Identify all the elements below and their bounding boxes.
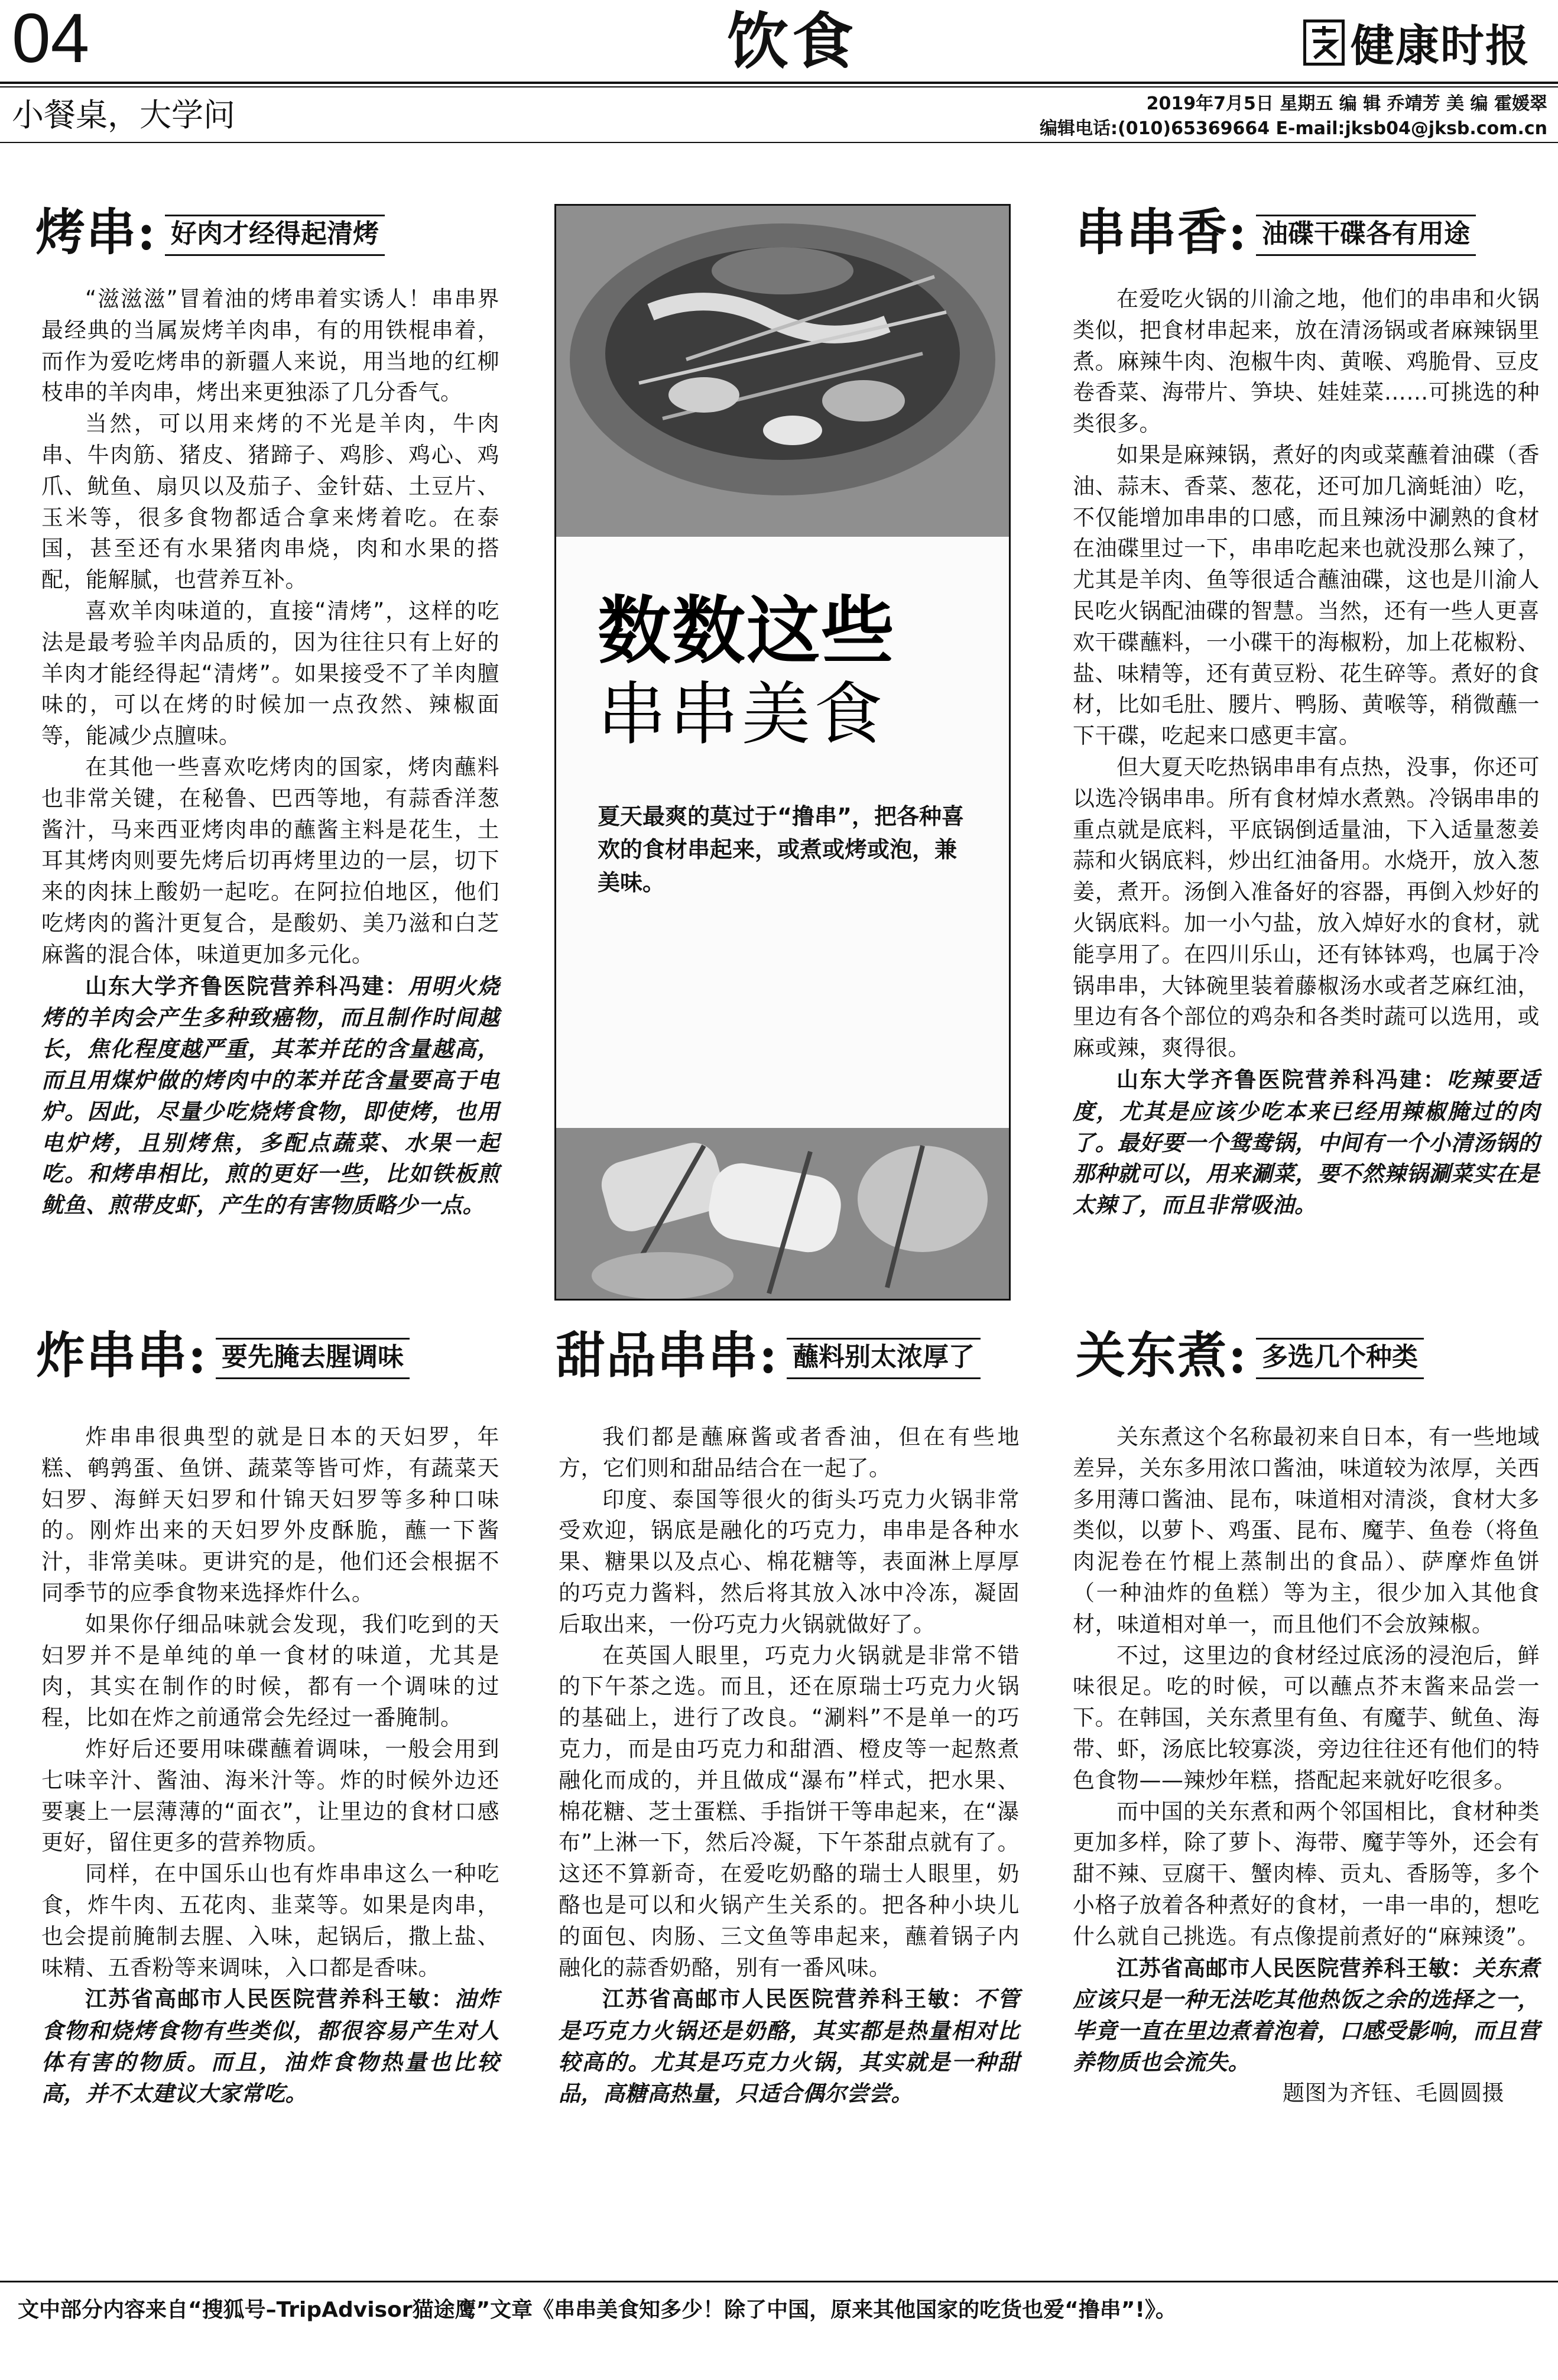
expert-source: 江苏省高邮市人民医院营养科王敏： — [85, 1986, 455, 2012]
paragraph: “滋滋滋”冒着油的烤串着实诱人！串串界最经典的当属炭烤羊肉串，有的用铁棍串着，而作为爱吃烤串的新疆人来说，用当地的红柳枝串的羊肉串，烤出来更独添了几分香气。 — [41, 286, 499, 406]
article-body-chuanchuanxiang — [1073, 284, 1540, 1221]
masthead-rule — [0, 82, 1558, 84]
paragraph: 如果是麻辣锅，煮好的肉或菜蘸着油碟（香油、蒜末、香菜、葱花，还可加几滴蚝油）吃，不仅能增加串串的口感，而且辣汤中涮熟的食材在油碟里过一下，串串吃起来也就没那么辣了，尤其是羊肉、鱼等很适合蘸油碟，这也是川渝人民吃火锅配油碟的智慧。当然，还有一些人更喜欢干碟蘸料，一小碟干的海椒粉，加上花椒粉、盐、味精等，还有黄豆粉、花生碎等。煮好的食材，比如毛肚、腰片、鸭肠、黄喉等，稍微蘸一下干碟，吃起来口感更丰富。 — [1073, 442, 1540, 749]
paragraph: 当然，可以用来烤的不光是羊肉，牛肉串、牛肉筋、猪皮、猪蹄子、鸡胗、鸡心、鸡爪、鱿鱼、扇贝以及茄子、金针菇、土豆片、玉米等，很多食物都适合拿来烤着吃。在泰国，甚至还有水果猪肉串烧，肉和水果的搭配，能解腻，也营养互补。 — [41, 411, 499, 593]
expert-text: 不管是巧克力火锅还是奶酪，其实都是热量相对比较高的。尤其是巧克力火锅，其实就是一种甜品，高糖高热量，只适合偶尔尝尝。 — [559, 1986, 1020, 2106]
article-header-kaochuan — [35, 204, 385, 261]
hotpot-photo — [556, 206, 1009, 537]
source-footnote: 文中部分内容来自“搜狐号–TripAdvisor猫途鹰”文章《串串美食知多少！除了中国，原来其他国家的吃货也爱“撸串”!》。 — [18, 2298, 1177, 2322]
article-header-guandongzhu — [1076, 1327, 1424, 1384]
article-header-chuanchuanxiang — [1076, 204, 1476, 261]
expert-note — [559, 1983, 1020, 2109]
article-body-zhachuanchuan — [41, 1422, 499, 2109]
masthead-rule-thin — [0, 86, 1558, 87]
article-body-kaochuan — [41, 284, 499, 1221]
page-number: 04 — [12, 0, 90, 77]
article-subtitle: 好肉才经得起清烤 — [165, 215, 385, 256]
paragraph: 而中国的关东煮和两个邻国相比，食材种类更加多样，除了萝卜、海带、魔芋等外，还会有甜不辣、豆腐干、蟹肉棒、贡丸、香肠等，多个小格子放着各种煮好的食材，一串一串的，想吃什么就自己挑选。有点像提前煮好的“麻辣烫”。 — [1073, 1798, 1540, 1949]
paragraph: 炸串串很典型的就是日本的天妇罗，年糕、鹌鹑蛋、鱼饼、蔬菜等皆可炸，有蔬菜天妇罗、海鲜天妇罗和什锦天妇罗等多种口味的。刚炸出来的天妇罗外皮酥脆，蘸一下酱汁，非常美味。更讲究的是，他们还会根据不同季节的应季食物来选择炸什么。 — [41, 1424, 499, 1606]
newspaper-logo — [1303, 13, 1551, 72]
paragraph: 不过，这里边的食材经过底汤的浸泡后，鲜味很足。吃的时候，可以蘸点芥末酱来品尝一下。在韩国，关东煮里有鱼、有魔芋、鱿鱼、海带、虾，汤底比较寡淡，旁边往往还有他们的特色食物——辣炒年糕，搭配起来就好吃很多。 — [1073, 1642, 1540, 1793]
photo-credit: 题图为齐钰、毛圆圆摄 — [1283, 2080, 1504, 2106]
article-title: 关东煮: — [1076, 1326, 1248, 1384]
feature-description: 夏天最爽的莫过于“撸串”，把各种喜欢的食材串起来，或煮或烤或泡，兼美味。 — [598, 803, 964, 896]
expert-note — [41, 971, 499, 1221]
logo-text: 健康时报 — [1351, 21, 1530, 72]
paragraph: 如果你仔细品味就会发现，我们吃到的天妇罗并不是单纯的单一食材的味道，尤其是肉，其实在制作的时候，都有一个调味的过程，比如在炸之前通常会先经过一番腌制。 — [41, 1611, 499, 1731]
skewer-photo — [556, 1128, 1009, 1299]
feature-title: 数数这些 — [598, 588, 896, 674]
paragraph: 同样，在中国乐山也有炸串串这么一种吃食，炸牛肉、五花肉、韭菜等。如果是肉串，也会提前腌制去腥、入味，起锅后，撒上盐、味精、五香粉等来调味，入口都是香味。 — [41, 1861, 499, 1980]
column-title: 小餐桌，大学问 — [12, 96, 235, 134]
article-subtitle: 要先腌去腥调味 — [216, 1338, 410, 1379]
edit-info: 2019年7月5日 星期五 编 辑 乔靖芳 美 编 霍媛翠 — [1146, 93, 1547, 114]
paragraph: 炸好后还要用味碟蘸着调味，一般会用到七味辛汁、酱油、海米汁等。炸的时候外边还要裹上一层薄薄的“面衣”，让里边的食材口感更好，留住更多的营养物质。 — [41, 1736, 499, 1856]
expert-source: 江苏省高邮市人民医院营养科王敏： — [1116, 1955, 1473, 1981]
article-title: 烤串: — [35, 203, 157, 261]
expert-text: 关东煮应该只是一种无法吃其他热饭之余的选择之一，毕竟一直在里边煮着泡着，口感受影响，而且营养物质也会流失。 — [1073, 1954, 1540, 2075]
expert-text: 吃辣要适度，尤其是应该少吃本来已经用辣椒腌过的肉了。最好要一个鸳鸯锅，中间有一个小清汤锅的那种就可以，用来涮菜，要不然辣锅涮菜实在是太辣了，而且非常吸油。 — [1073, 1066, 1540, 1218]
paragraph: 喜欢羊肉味道的，直接“清烤”，这样的吃法是最考验羊肉品质的，因为往往只有上好的羊肉才能经得起“清烤”。如果接受不了羊肉膻味的，可以在烤的时候加一点孜然、辣椒面等，能减少点膻味。 — [41, 598, 499, 749]
expert-note — [1073, 1953, 1540, 2078]
paragraph: 在英国人眼里，巧克力火锅就是非常不错的下午茶之选。而且，还在原瑞士巧克力火锅的基础上，进行了改良。“涮料”不是单一的巧克力，而是由巧克力和甜酒、橙皮等一起熬煮融化而成的，并且做成“瀑布”样式，把水果、棉花糖、芝士蛋糕、手指饼干等串起来，在“瀑布”上淋一下，然后冷凝，下午茶甜点就有了。这还不算新奇，在爱吃奶酪的瑞士人眼里，奶酪也是可以和火锅产生关系的。把各种小块儿的面包、肉肠、三文鱼等串起来，蘸着锅子内融化的蒜香奶酪，别有一番风味。 — [559, 1642, 1020, 1980]
article-title: 炸串串: — [35, 1326, 208, 1384]
expert-source: 山东大学齐鲁医院营养科冯建： — [85, 973, 408, 999]
article-body-tianpin — [559, 1422, 1020, 2109]
article-subtitle: 蘸料别太浓厚了 — [787, 1338, 981, 1379]
expert-source: 江苏省高邮市人民医院营养科王敏： — [602, 1986, 975, 2012]
article-subtitle: 油碟干碟各有用途 — [1256, 215, 1476, 256]
article-subtitle: 多选几个种类 — [1256, 1338, 1424, 1379]
expert-text: 用明火烧烤的羊肉会产生多种致癌物，而且制作时间越长，焦化程度越严重，其苯并芘的含量越高，而且用煤炉做的烤肉中的苯并芘含量要高于电炉。因此，尽量少吃烧烤食物，即使烤，也用电炉烤，且别烤焦，多配点蔬菜、水果一起吃。和烤串相比，煎的更好一些，比如铁板煎鱿鱼、煎带皮虾，产生的有害物质略少一点。 — [41, 972, 500, 1218]
paragraph: 在其他一些喜欢吃烤肉的国家，烤肉蘸料也非常关键，在秘鲁、巴西等地，有蒜香洋葱酱汁，马来西亚烤肉串的蘸酱主料是花生，土耳其烤肉则要先烤后切再烤里边的一层，切下来的肉抹上酸奶一起吃。在阿拉伯地区，他们吃烤肉的酱汁更复合，是酸奶、美乃滋和白芝麻酱的混合体，味道更加多元化。 — [41, 754, 499, 967]
article-header-tianpin — [556, 1327, 981, 1384]
paragraph: 我们都是蘸麻酱或者香油，但在有些地方，它们则和甜品结合在一起了。 — [559, 1424, 1020, 1481]
article-header-zhachuanchuan — [35, 1327, 410, 1384]
contact-info: 编辑电话:(010)65369664 E-mail:jksb04@jksb.com.cn — [1040, 118, 1547, 139]
expert-note — [41, 1983, 499, 2109]
paragraph: 关东煮这个名称最初来自日本，有一些地域差异，关东多用浓口酱油，味道较为浓厚，关西多用薄口酱油、昆布，味道相对清淡，食材大多类似，以萝卜、鸡蛋、昆布、魔芋、鱼卷（将鱼肉泥卷在竹棍上蒸制出的食品）、萨摩炸鱼饼（一种油炸的鱼糕）等为主，很少加入其他食材，味道相对单一，而且他们不会放辣椒。 — [1073, 1424, 1540, 1637]
article-title: 串串香: — [1076, 203, 1248, 261]
expert-text: 油炸食物和烧烤食物有些类似，都很容易产生对人体有害的物质。而且，油炸食物热量也比较高，并不太建议大家常吃。 — [41, 1986, 500, 2106]
section-name: 饮食 — [727, 5, 858, 77]
expert-note — [1073, 1064, 1540, 1221]
feature-box — [554, 204, 1011, 1301]
paragraph: 印度、泰国等很火的街头巧克力火锅非常受欢迎，锅底是融化的巧克力，串串是各种水果、糖果以及点心、棉花糖等，表面淋上厚厚的巧克力酱料，然后将其放入冰中冷冻，凝固后取出来，一份巧克力火锅就做好了。 — [559, 1486, 1020, 1637]
header-rule — [0, 142, 1558, 143]
logo-mark-icon — [1303, 20, 1345, 66]
expert-source: 山东大学齐鲁医院营养科冯建： — [1116, 1066, 1447, 1092]
article-title: 甜品串串: — [556, 1326, 779, 1384]
paragraph: 在爱吃火锅的川渝之地，他们的串串和火锅类似，把食材串起来，放在清汤锅或者麻辣锅里煮。麻辣牛肉、泡椒牛肉、黄喉、鸡脆骨、豆皮卷香菜、海带片、笋块、娃娃菜……可挑选的种类很多。 — [1073, 286, 1540, 437]
paragraph: 但大夏天吃热锅串串有点热，没事，你还可以选冷锅串串。所有食材焯水煮熟。冷锅串串的重点就是底料，平底锅倒适量油，下入适量葱姜蒜和火锅底料，炒出红油备用。水烧开，放入葱姜，煮开。汤倒入准备好的容器，再倒入炒好的火锅底料。加一小勺盐，放入焯好水的食材，就能享用了。在四川乐山，还有钵钵鸡，也属于冷锅串串，大钵碗里装着藤椒汤水或者芝麻红油，里边有各个部位的鸡杂和各类时蔬可以选用，或麻或辣，爽得很。 — [1073, 754, 1540, 1061]
footer-rule — [0, 2281, 1558, 2282]
feature-subtitle: 串串美食 — [598, 675, 886, 754]
article-body-guandongzhu — [1073, 1422, 1540, 2109]
